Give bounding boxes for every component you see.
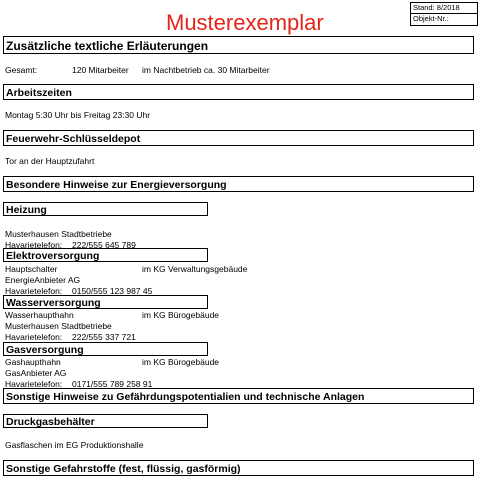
gas-title: Gasversorgung [3,342,208,356]
gesamt-night: im Nachtbetrieb ca. 30 Mitarbeiter [142,65,270,75]
gas-phone-label: Havarietelefon: [5,379,63,389]
wasser-title: Wasserversorgung [3,295,208,309]
wasser-line1-label: Wasserhaupthahn [5,310,74,320]
section-arbeitszeiten: Arbeitszeiten [3,84,474,100]
objekt-nr-label: Objekt-Nr.: [413,14,449,23]
elektro-phone-label: Havarietelefon: [5,286,63,296]
elektro-line1-loc: im KG Verwaltungsgebäude [142,264,248,274]
elektro-line2: EnergieAnbieter AG [5,275,81,285]
druckgasbehaelter-text: Gasflaschen im EG Produktionshalle [5,440,144,450]
wasser-line1-loc: im KG Bürogebäude [142,310,220,320]
gesamt-count: 120 Mitarbeiter [72,65,129,75]
wasser-phone-value: 222/555 337 721 [72,332,136,342]
stand-box [410,2,478,26]
elektro-line1-label: Hauptschalter [5,264,58,274]
heizung-line1: Musterhausen Stadtbetriebe [5,229,112,239]
section-gefaehrdung: Sonstige Hinweise zu Gefährdungspotentialien und technische Anlagen [3,388,474,404]
gas-line1-label: Gashaupthahn [5,357,61,367]
gas-phone-value: 0171/555 789 258 91 [72,379,153,389]
gas-line1-loc: im KG Bürogebäude [142,357,220,367]
druckgasbehaelter-title: Druckgasbehälter [3,414,208,428]
section-main-title: Zusätzliche textliche Erläuterungen [3,36,474,54]
wasser-phone-label: Havarietelefon: [5,332,63,342]
stand-label: Stand: 8/2018 [411,3,477,14]
heizung-title: Heizung [3,202,208,216]
wasser-line2: Musterhausen Stadtbetriebe [5,321,112,331]
document-title: Musterexemplar [166,10,324,35]
feuerwehr-text: Tor an der Hauptzufahrt [5,156,95,166]
section-gefahrstoffe: Sonstige Gefahrstoffe (fest, flüssig, gasförmig) [3,460,474,476]
gesamt-label: Gesamt: [5,65,38,75]
elektro-title: Elektroversorgung [3,248,208,262]
section-energieversorgung: Besondere Hinweise zur Energieversorgung [3,176,474,192]
heizung-phone-label: Havarietelefon: [5,240,63,250]
gas-line2: GasAnbieter AG [5,368,67,378]
section-feuerwehr: Feuerwehr-Schlüsseldepot [3,130,474,146]
heizung-phone-value: 222/555 645 789 [72,240,136,250]
arbeitszeiten-text: Montag 5:30 Uhr bis Freitag 23:30 Uhr [5,110,151,120]
elektro-phone-value: 0150/555 123 987 45 [72,286,153,296]
